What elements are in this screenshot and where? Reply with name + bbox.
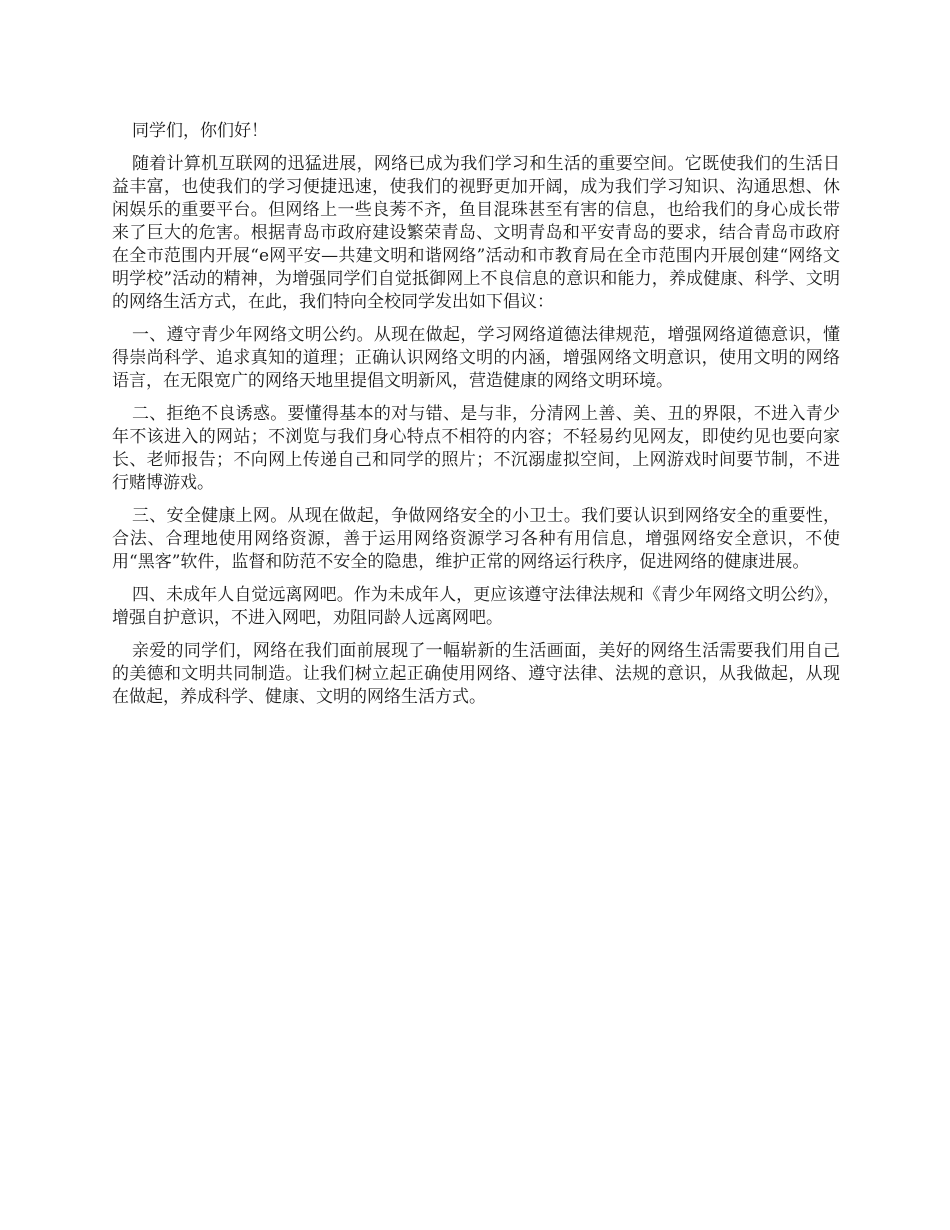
- proposal-one-paragraph: 一、遵守青少年网络文明公约。从现在做起，学习网络道德法律规范，增强网络道德意识，懂得崇尚科学、追求真知的道理；正确认识网络文明的内涵，增强网络文明意识，使用文明的网络语言，在无限宽广的网络天地里提倡文明新风，营造健康的网络文明环境。: [112, 325, 840, 391]
- intro-paragraph: 随着计算机互联网的迅猛进展，网络已成为我们学习和生活的重要空间。它既使我们的生活日益丰富，也使我们的学习便捷迅速，使我们的视野更加开阔，成为我们学习知识、沟通思想、休闲娱乐的重要平台。但网络上一些良莠不齐，鱼目混珠甚至有害的信息，也给我们的身心成长带来了巨大的危害。根据青岛市政府建设繁荣青岛、文明青岛和平安青岛的要求，结合青岛市政府在全市范围内开展“e网平安—共建文明和谐网络”活动和市教育局在全市范围内开展创建“网络文明学校”活动的精神，为增强同学们自觉抵御网上不良信息的意识和能力，养成健康、科学、文明的网络生活方式，在此，我们特向全校同学发出如下倡议：: [112, 154, 840, 312]
- proposal-four-paragraph: 四、未成年人自觉远离网吧。作为未成年人，更应该遵守法律法规和《青少年网络文明公约》，增强自护意识，不进入网吧，劝阻同龄人远离网吧。: [112, 585, 840, 628]
- proposal-three-paragraph: 三、安全健康上网。从现在做起，争做网络安全的小卫士。我们要认识到网络安全的重要性，合法、合理地使用网络资源，善于运用网络资源学习各种有用信息，增强网络安全意识，不使用“黑客”软件，监督和防范不安全的隐患，维护正常的网络运行秩序，促进网络的健康进展。: [112, 506, 840, 572]
- closing-paragraph: 亲爱的同学们，网络在我们面前展现了一幅崭新的生活画面，美好的网络生活需要我们用自己的美德和文明共同制造。让我们树立起正确使用网络、遵守法律、法规的意识，从我做起，从现在做起，养成科学、健康、文明的网络生活方式。: [112, 641, 840, 707]
- greeting-paragraph: 同学们，你们好！: [132, 121, 268, 141]
- proposal-two-paragraph: 二、拒绝不良诱惑。要懂得基本的对与错、是与非，分清网上善、美、丑的界限，不进入青少年不该进入的网站；不浏览与我们身心特点不相符的内容；不轻易约见网友，即使约见也要向家长、老师报告；不向网上传递自己和同学的照片；不沉溺虚拟空间，上网游戏时间要节制，不进行赌博游戏。: [112, 404, 840, 493]
- document-body: [112, 120, 840, 719]
